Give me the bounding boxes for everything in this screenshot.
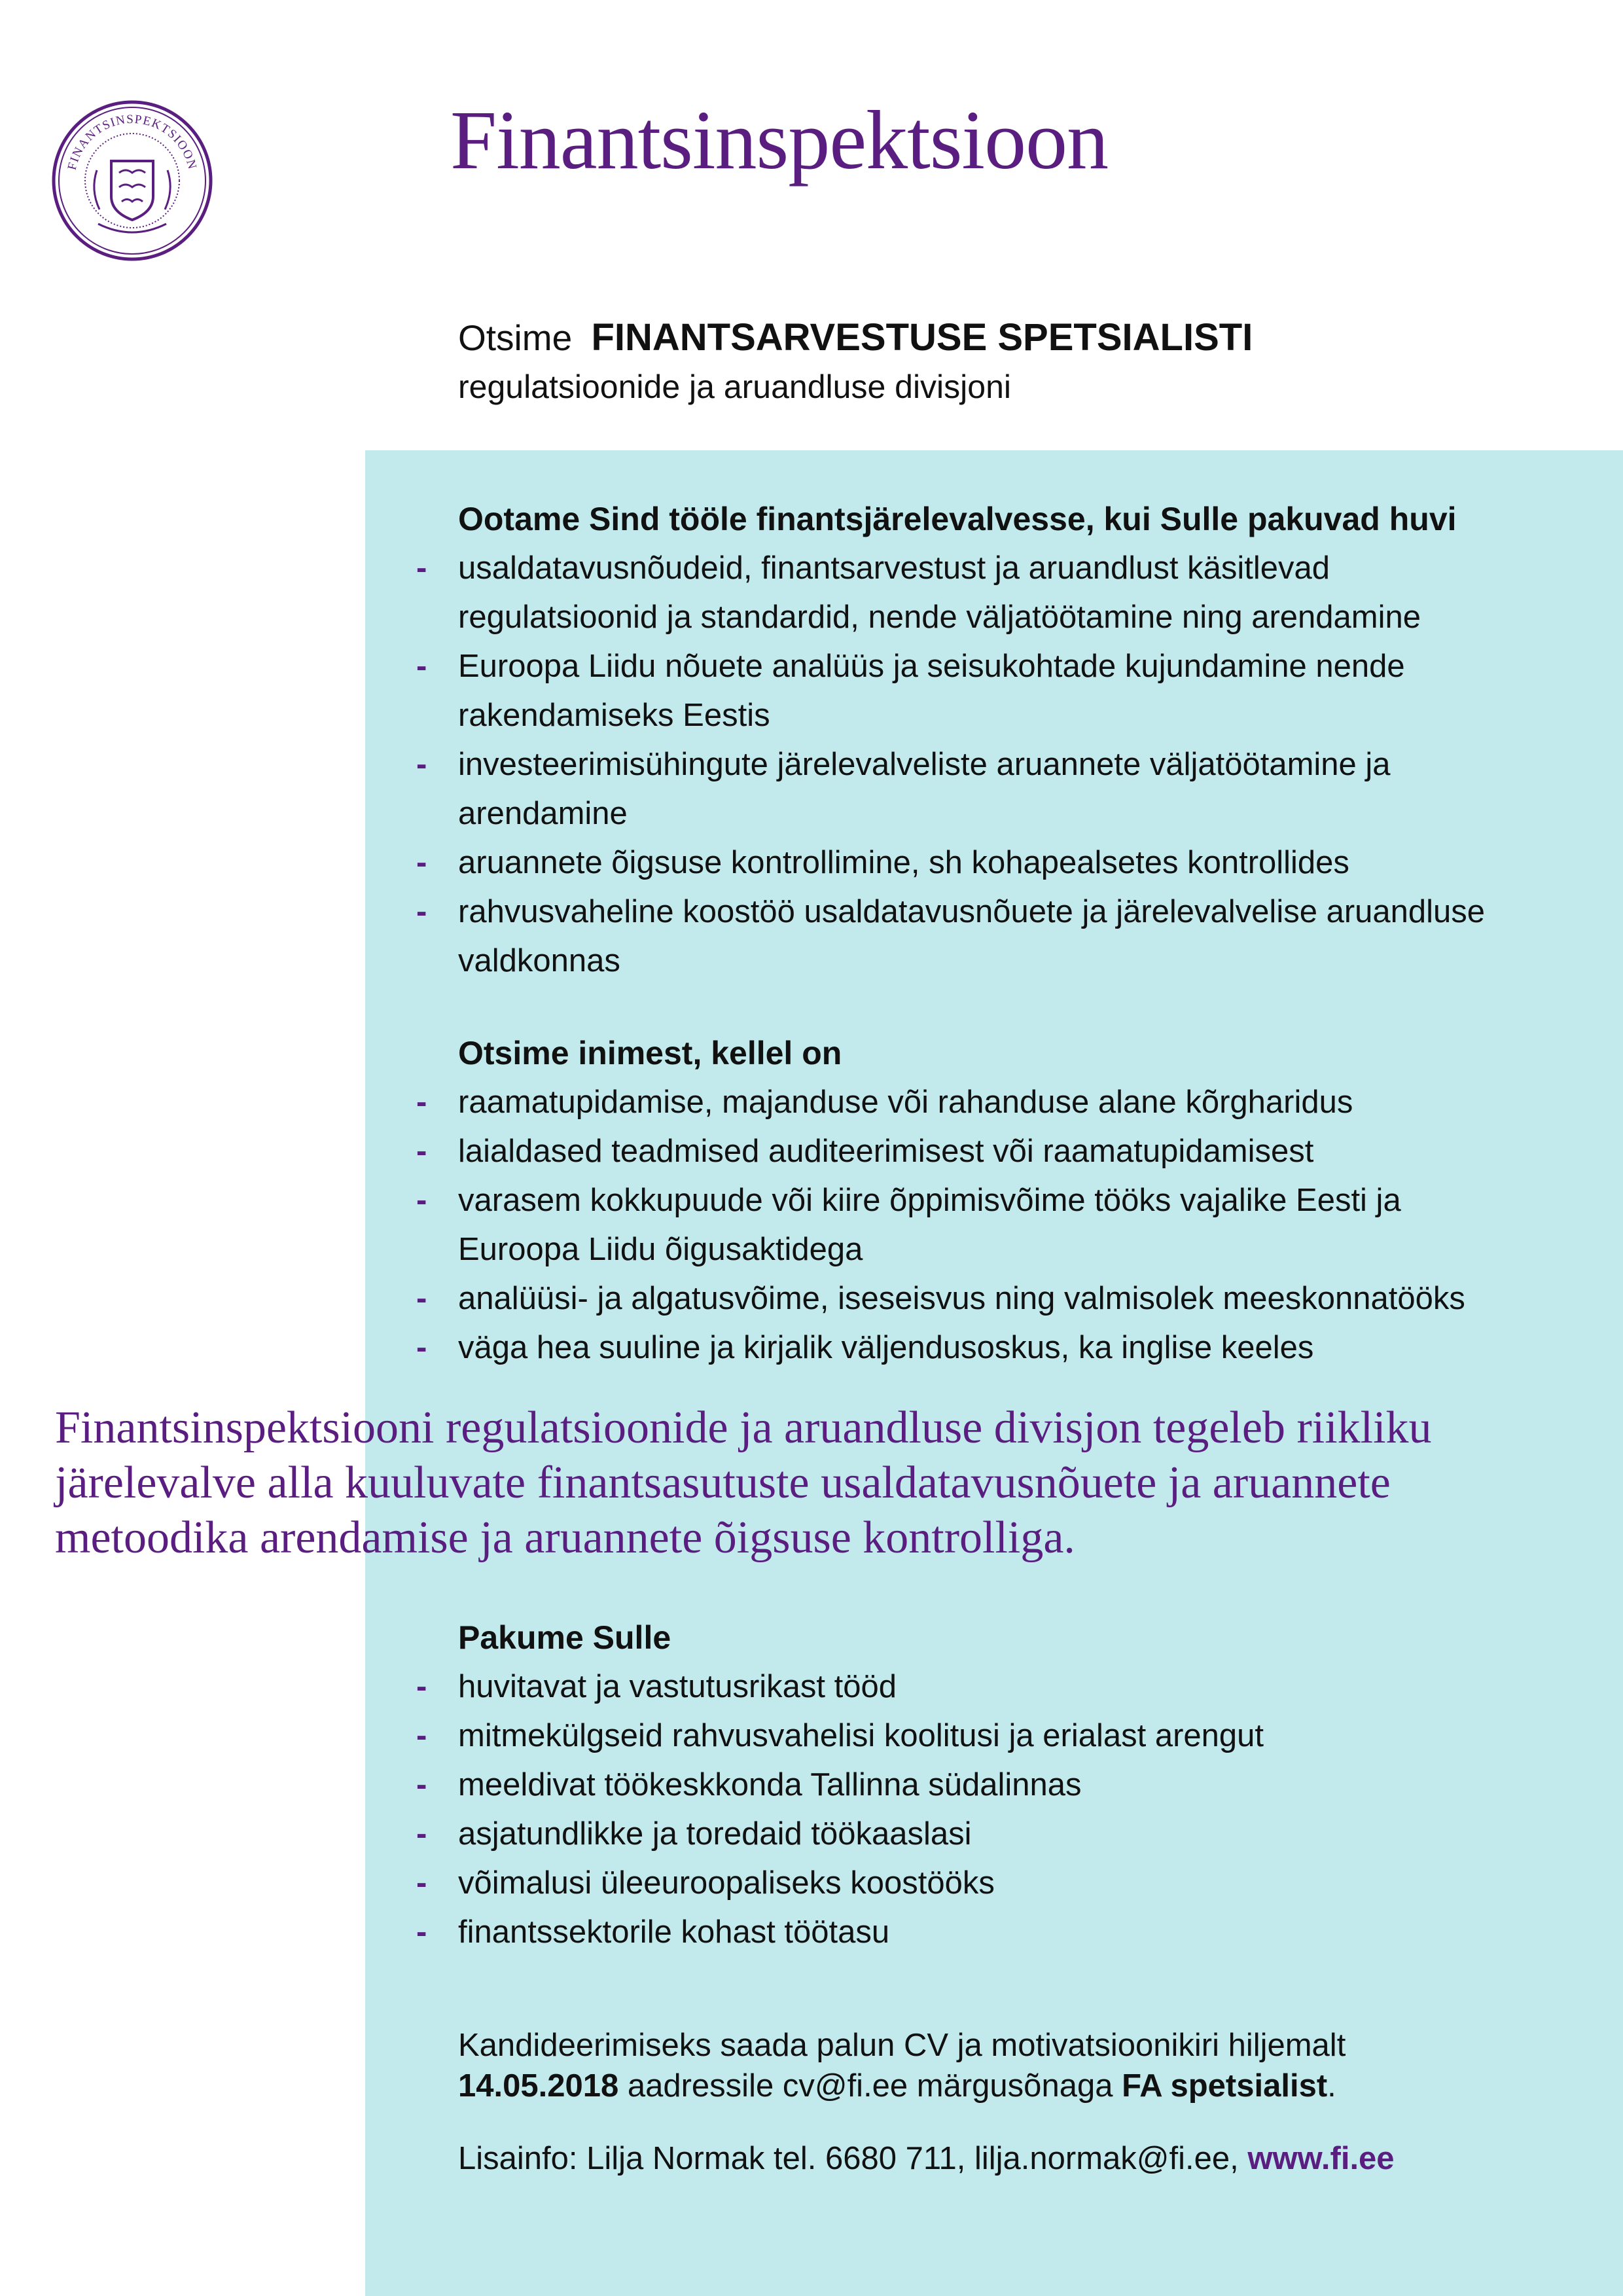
dash-bullet: - (416, 1134, 427, 1169)
list-item: - meeldivat töökeskkonda Tallinna südalinnas (458, 1761, 1571, 1810)
dash-bullet: - (416, 1914, 427, 1950)
list-item: - varasem kokkupuude või kiire õppimisvõime tööks vajalike Eesti ja Euroopa Liidu õigusaktidega (458, 1176, 1571, 1274)
job-heading (458, 313, 1253, 362)
list-item: - Euroopa Liidu nõuete analüüs ja seisukohtade kujundamine nende rakendamiseks Eestis (458, 642, 1571, 740)
heading-lead: Otsime (458, 317, 573, 358)
section-requirements (416, 1029, 1571, 1372)
division-statement: Finantsinspektsiooni regulatsioonide ja aruandluse divisjon tegeleb riikliku järelevalve alla kuuluvate finantsasutuste usaldatavusnõuete ja aruannete metoodika arendamise ja aruannete õigsuse kontrolliga. (55, 1403, 1432, 1563)
svg-text:FINANTSINSPEKTSIOON (65, 113, 200, 171)
dash-bullet: - (416, 1816, 427, 1852)
application-keyword: FA spetsialist (1122, 2068, 1328, 2104)
division-subtitle: regulatsioonide ja aruandluse divisjoni (458, 368, 1011, 405)
dash-bullet: - (416, 1183, 427, 1218)
finantsinspektsioon-seal-logo (51, 99, 213, 262)
contact-info: Lisainfo: Lilja Normak tel. 6680 711, lilja.normak@fi.ee, www.fi.ee (458, 2141, 1395, 2176)
list-item: - väga hea suuline ja kirjalik väljendusoskus, ka inglise keeles (458, 1323, 1571, 1372)
list-item: - raamatupidamise, majanduse või rahanduse alane kõrgharidus (458, 1078, 1571, 1127)
dash-bullet: - (416, 550, 427, 586)
dash-bullet: - (416, 1669, 427, 1704)
list-item: - investeerimisühingute järelevalveliste aruannete väljatöötamine ja arendamine (458, 740, 1571, 838)
dash-bullet: - (416, 747, 427, 782)
section-interests (416, 495, 1571, 986)
dash-bullet: - (416, 1767, 427, 1803)
list-item: - rahvusvaheline koostöö usaldatavusnõuete ja järelevalvelise aruandluse valdkonnas (458, 888, 1571, 986)
section-title: Pakume Sulle (458, 1619, 671, 1656)
list-item: - asjatundlikke ja toredaid töökaaslasi (458, 1810, 1571, 1859)
list-item: - aruannete õigsuse kontrollimine, sh kohapealsetes kontrollides (458, 838, 1571, 888)
list-item: - võimalusi üleeuroopaliseks koostööks (458, 1859, 1571, 1908)
seal-text: FINANTSINSPEKTSIOON (65, 112, 200, 171)
brand-title: Finantsinspektsioon (450, 94, 1109, 187)
dash-bullet: - (416, 1281, 427, 1316)
dash-bullet: - (416, 845, 427, 880)
application-instructions: Kandideerimiseks saada palun CV ja motivatsioonikiri hiljemalt 14.05.2018 aadressile cv@fi.ee märgusõnaga FA spetsialist. (458, 2028, 1346, 2104)
list-item: - usaldatavusnõudeid, finantsarvestust ja aruandlust käsitlevad regulatsioonid ja standardid, nende väljatöötamine ning arendamine (458, 544, 1571, 642)
list-item: - huvitavat ja vastutusrikast tööd (458, 1662, 1571, 1712)
job-role-title: FINANTSARVESTUSE SPETSIALISTI (591, 316, 1253, 359)
list-item: - finantssektorile kohast töötasu (458, 1908, 1571, 1957)
dash-bullet: - (416, 894, 427, 929)
application-deadline: 14.05.2018 (458, 2068, 619, 2104)
list-item: - laialdased teadmised auditeerimisest või raamatupidamisest (458, 1127, 1571, 1176)
website-link[interactable]: www.fi.ee (1247, 2141, 1395, 2176)
list-item: - analüüsi- ja algatusvõime, iseseisvus ning valmisolek meeskonnatööks (458, 1274, 1571, 1323)
dash-bullet: - (416, 1865, 427, 1901)
dash-bullet: - (416, 1330, 427, 1365)
dash-bullet: - (416, 1085, 427, 1120)
dash-bullet: - (416, 649, 427, 684)
list-item: - mitmekülgseid rahvusvahelisi koolitusi ja erialast arengut (458, 1712, 1571, 1761)
section-title: Otsime inimest, kellel on (458, 1035, 842, 1071)
section-offer (416, 1613, 1571, 1957)
section-title: Ootame Sind tööle finantsjärelevalvesse, kui Sulle pakuvad huvi (458, 501, 1457, 537)
dash-bullet: - (416, 1718, 427, 1753)
